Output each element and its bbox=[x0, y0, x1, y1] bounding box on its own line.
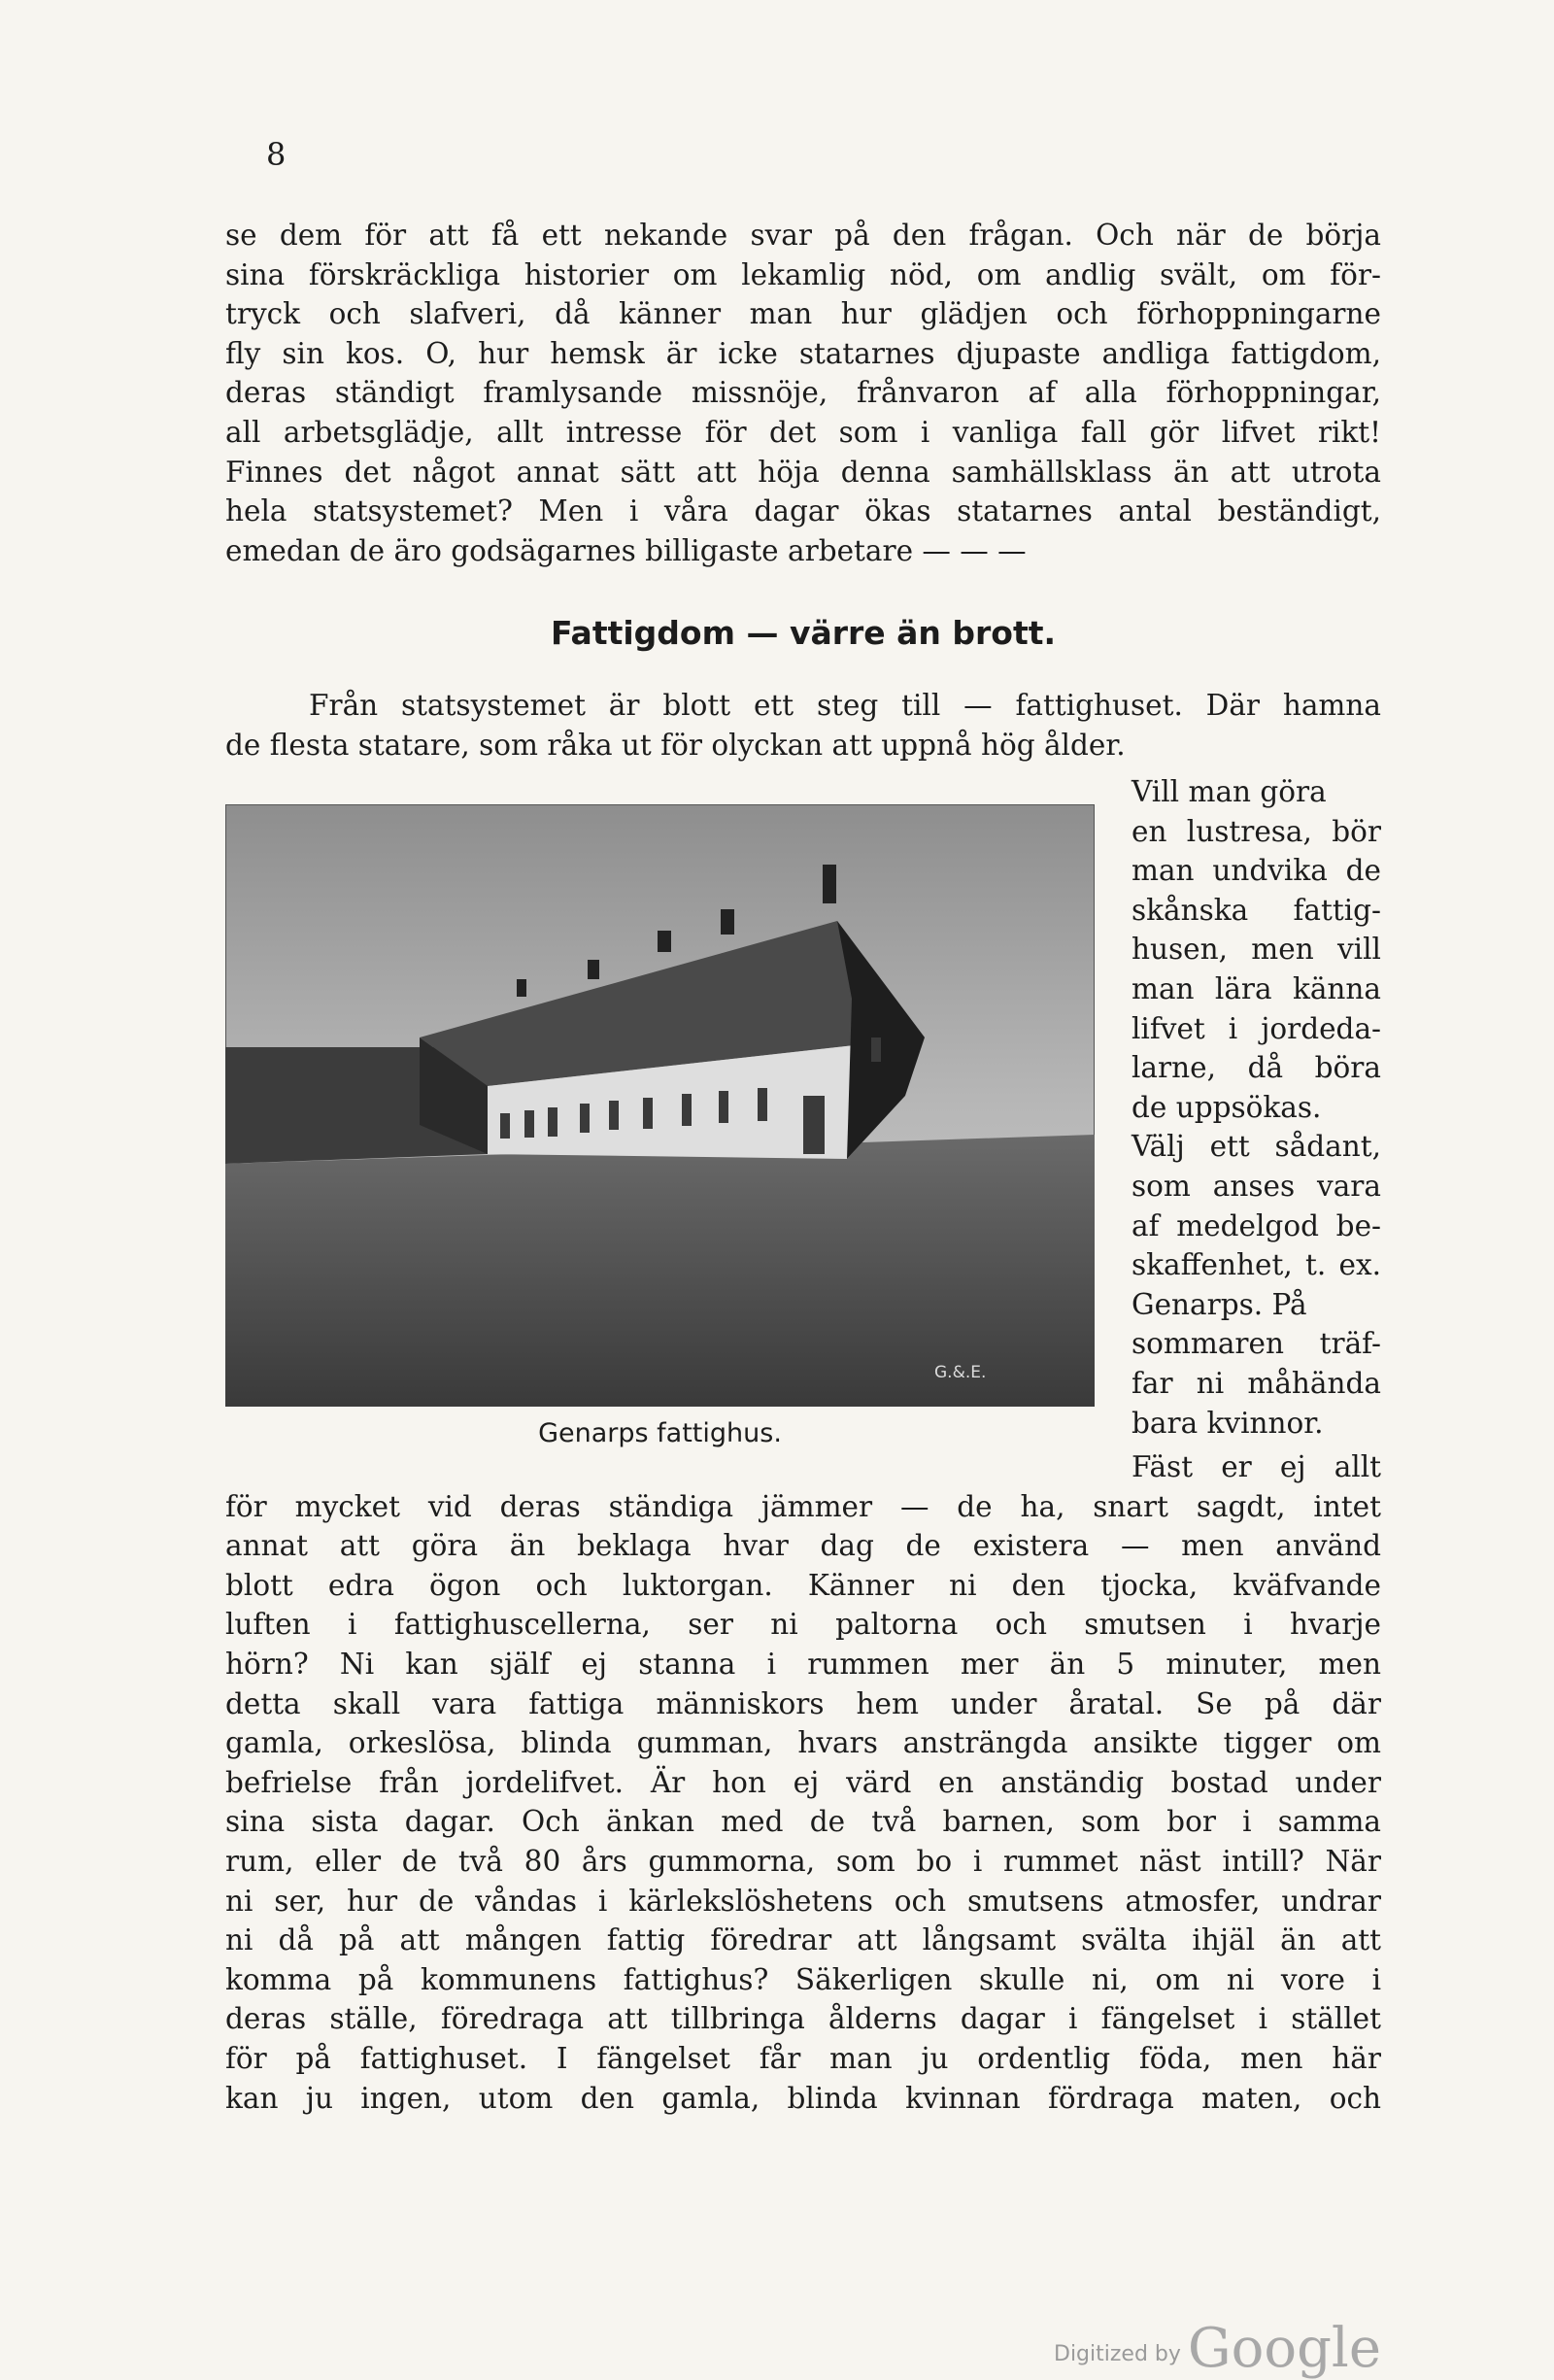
section-heading: Fattigdom — värre än brott. bbox=[550, 614, 1057, 652]
watermark-prefix: Digitized by bbox=[1054, 2342, 1181, 2366]
text-line: Finnes det något annat sätt att höja denna samhällsklass än att utrota bbox=[225, 455, 1381, 489]
poorhouse-photo-icon bbox=[225, 804, 1095, 1407]
text-line: husen, men vill bbox=[1132, 933, 1381, 967]
text-line: för mycket vid deras ständiga jämmer — de ha, snart sagdt, intet bbox=[225, 1489, 1381, 1523]
text-line: komma på kommunens fattighus? Säkerligen skulle ni, om ni vore i bbox=[225, 1962, 1381, 1996]
text-line: gamla, orkeslösa, blinda gumman, hvars ansträngda ansikte tigger om bbox=[225, 1726, 1381, 1760]
text-line: luften i fattighuscellerna, ser ni paltorna och smutsen i hvarje bbox=[225, 1608, 1381, 1642]
text-line: se dem för att få ett nekande svar på den frågan. Och när de börja bbox=[225, 219, 1381, 252]
text-line: bara kvinnor. bbox=[1132, 1406, 1324, 1440]
text-line: hörn? Ni kan själf ej stanna i rummen mer än 5 minuter, men bbox=[225, 1647, 1381, 1681]
photo-genarps-poorhouse bbox=[225, 804, 1095, 1407]
text-line: man undvika de bbox=[1132, 854, 1381, 888]
text-line: rum, eller de två 80 års gummorna, som bo i rummet näst intill? När bbox=[225, 1844, 1381, 1878]
text-line: Genarps. På bbox=[1132, 1287, 1307, 1321]
text-line: deras ställe, föredraga att tillbringa ålderns dagar i fängelset i stället bbox=[225, 2002, 1381, 2036]
text-line: hela statsystemet? Men i våra dagar ökas statarnes antal beständigt, bbox=[225, 494, 1381, 528]
text-line: Välj ett sådant, bbox=[1132, 1130, 1381, 1164]
text-line: all arbetsglädje, allt intresse för det som i vanliga fall gör lifvet rikt! bbox=[225, 415, 1381, 449]
text-line: sina förskräckliga historier om lekamlig nöd, om andlig svält, om för- bbox=[225, 257, 1381, 291]
text-line: Från statsystemet är blott ett steg till — fattighuset. Där hamna bbox=[309, 689, 1381, 722]
text-line: af medelgod be- bbox=[1132, 1208, 1381, 1242]
main-paragraph bbox=[225, 1447, 1381, 2118]
google-logo-icon: Google bbox=[1187, 2317, 1381, 2380]
text-line: för på fattighuset. I fängelset får man ju ordentlig föda, men här bbox=[225, 2041, 1381, 2075]
text-line: fly sin kos. O, hur hemsk är icke statarnes djupaste andliga fattigdom, bbox=[225, 336, 1381, 370]
text-line: Vill man göra bbox=[1132, 775, 1327, 808]
text-line: de uppsökas. bbox=[1132, 1090, 1322, 1124]
text-line: sommaren träf- bbox=[1132, 1327, 1381, 1361]
text-line: larne, då böra bbox=[1132, 1051, 1381, 1085]
text-line: man lära känna bbox=[1132, 971, 1381, 1005]
text-line: de flesta statare, som råka ut för olyckan att uppnå hög ålder. bbox=[225, 728, 1126, 762]
text-line: en lustresa, bör bbox=[1132, 814, 1381, 848]
text-line: befrielse från jordelifvet. Är hon ej värd en anständig bostad under bbox=[225, 1765, 1381, 1799]
photo-credit: G.&.E. bbox=[934, 1363, 987, 1382]
digitized-watermark bbox=[1054, 2317, 1381, 2380]
text-line: skånska fattig- bbox=[1132, 893, 1381, 927]
text-line: lifvet i jordeda- bbox=[1132, 1011, 1381, 1045]
intro-paragraph bbox=[225, 216, 1381, 570]
text-line: kan ju ingen, utom den gamla, blinda kvinnan fördraga maten, och bbox=[225, 2081, 1381, 2115]
text-line: annat att göra än beklaga hvar dag de existera — men använd bbox=[225, 1529, 1381, 1563]
figure-caption: Genarps fattighus. bbox=[538, 1418, 782, 1448]
section-paragraph bbox=[225, 686, 1381, 765]
text-line: blott edra ögon och luktorgan. Känner ni den tjocka, kväfvande bbox=[225, 1568, 1381, 1602]
text-line: ni då på att mången fattig föredrar att långsamt svälta ihjäl än att bbox=[225, 1923, 1381, 1957]
text-line: ni ser, hur de våndas i kärlekslöshetens och smutsens atmosfer, undrar bbox=[225, 1884, 1381, 1918]
text-line: tryck och slafveri, då känner man hur glädjen och förhoppningarne bbox=[225, 297, 1381, 331]
page-number: 8 bbox=[266, 136, 287, 173]
text-line: deras ständigt framlysande missnöje, frånvaron af alla förhoppningar, bbox=[225, 376, 1381, 410]
text-line: emedan de äro godsägarnes billigaste arbetare — — — bbox=[225, 533, 1027, 567]
text-line: sina sista dagar. Och änkan med de två barnen, som bor i samma bbox=[225, 1805, 1381, 1839]
text-line: far ni måhända bbox=[1132, 1366, 1381, 1400]
text-line: skaffenhet, t. ex. bbox=[1132, 1248, 1381, 1282]
text-line: Fäst er ej allt bbox=[1132, 1450, 1381, 1483]
side-column-text bbox=[1132, 772, 1381, 1443]
text-line: detta skall vara fattiga människors hem under åratal. Se på där bbox=[225, 1686, 1381, 1720]
text-line: som anses vara bbox=[1132, 1169, 1381, 1203]
